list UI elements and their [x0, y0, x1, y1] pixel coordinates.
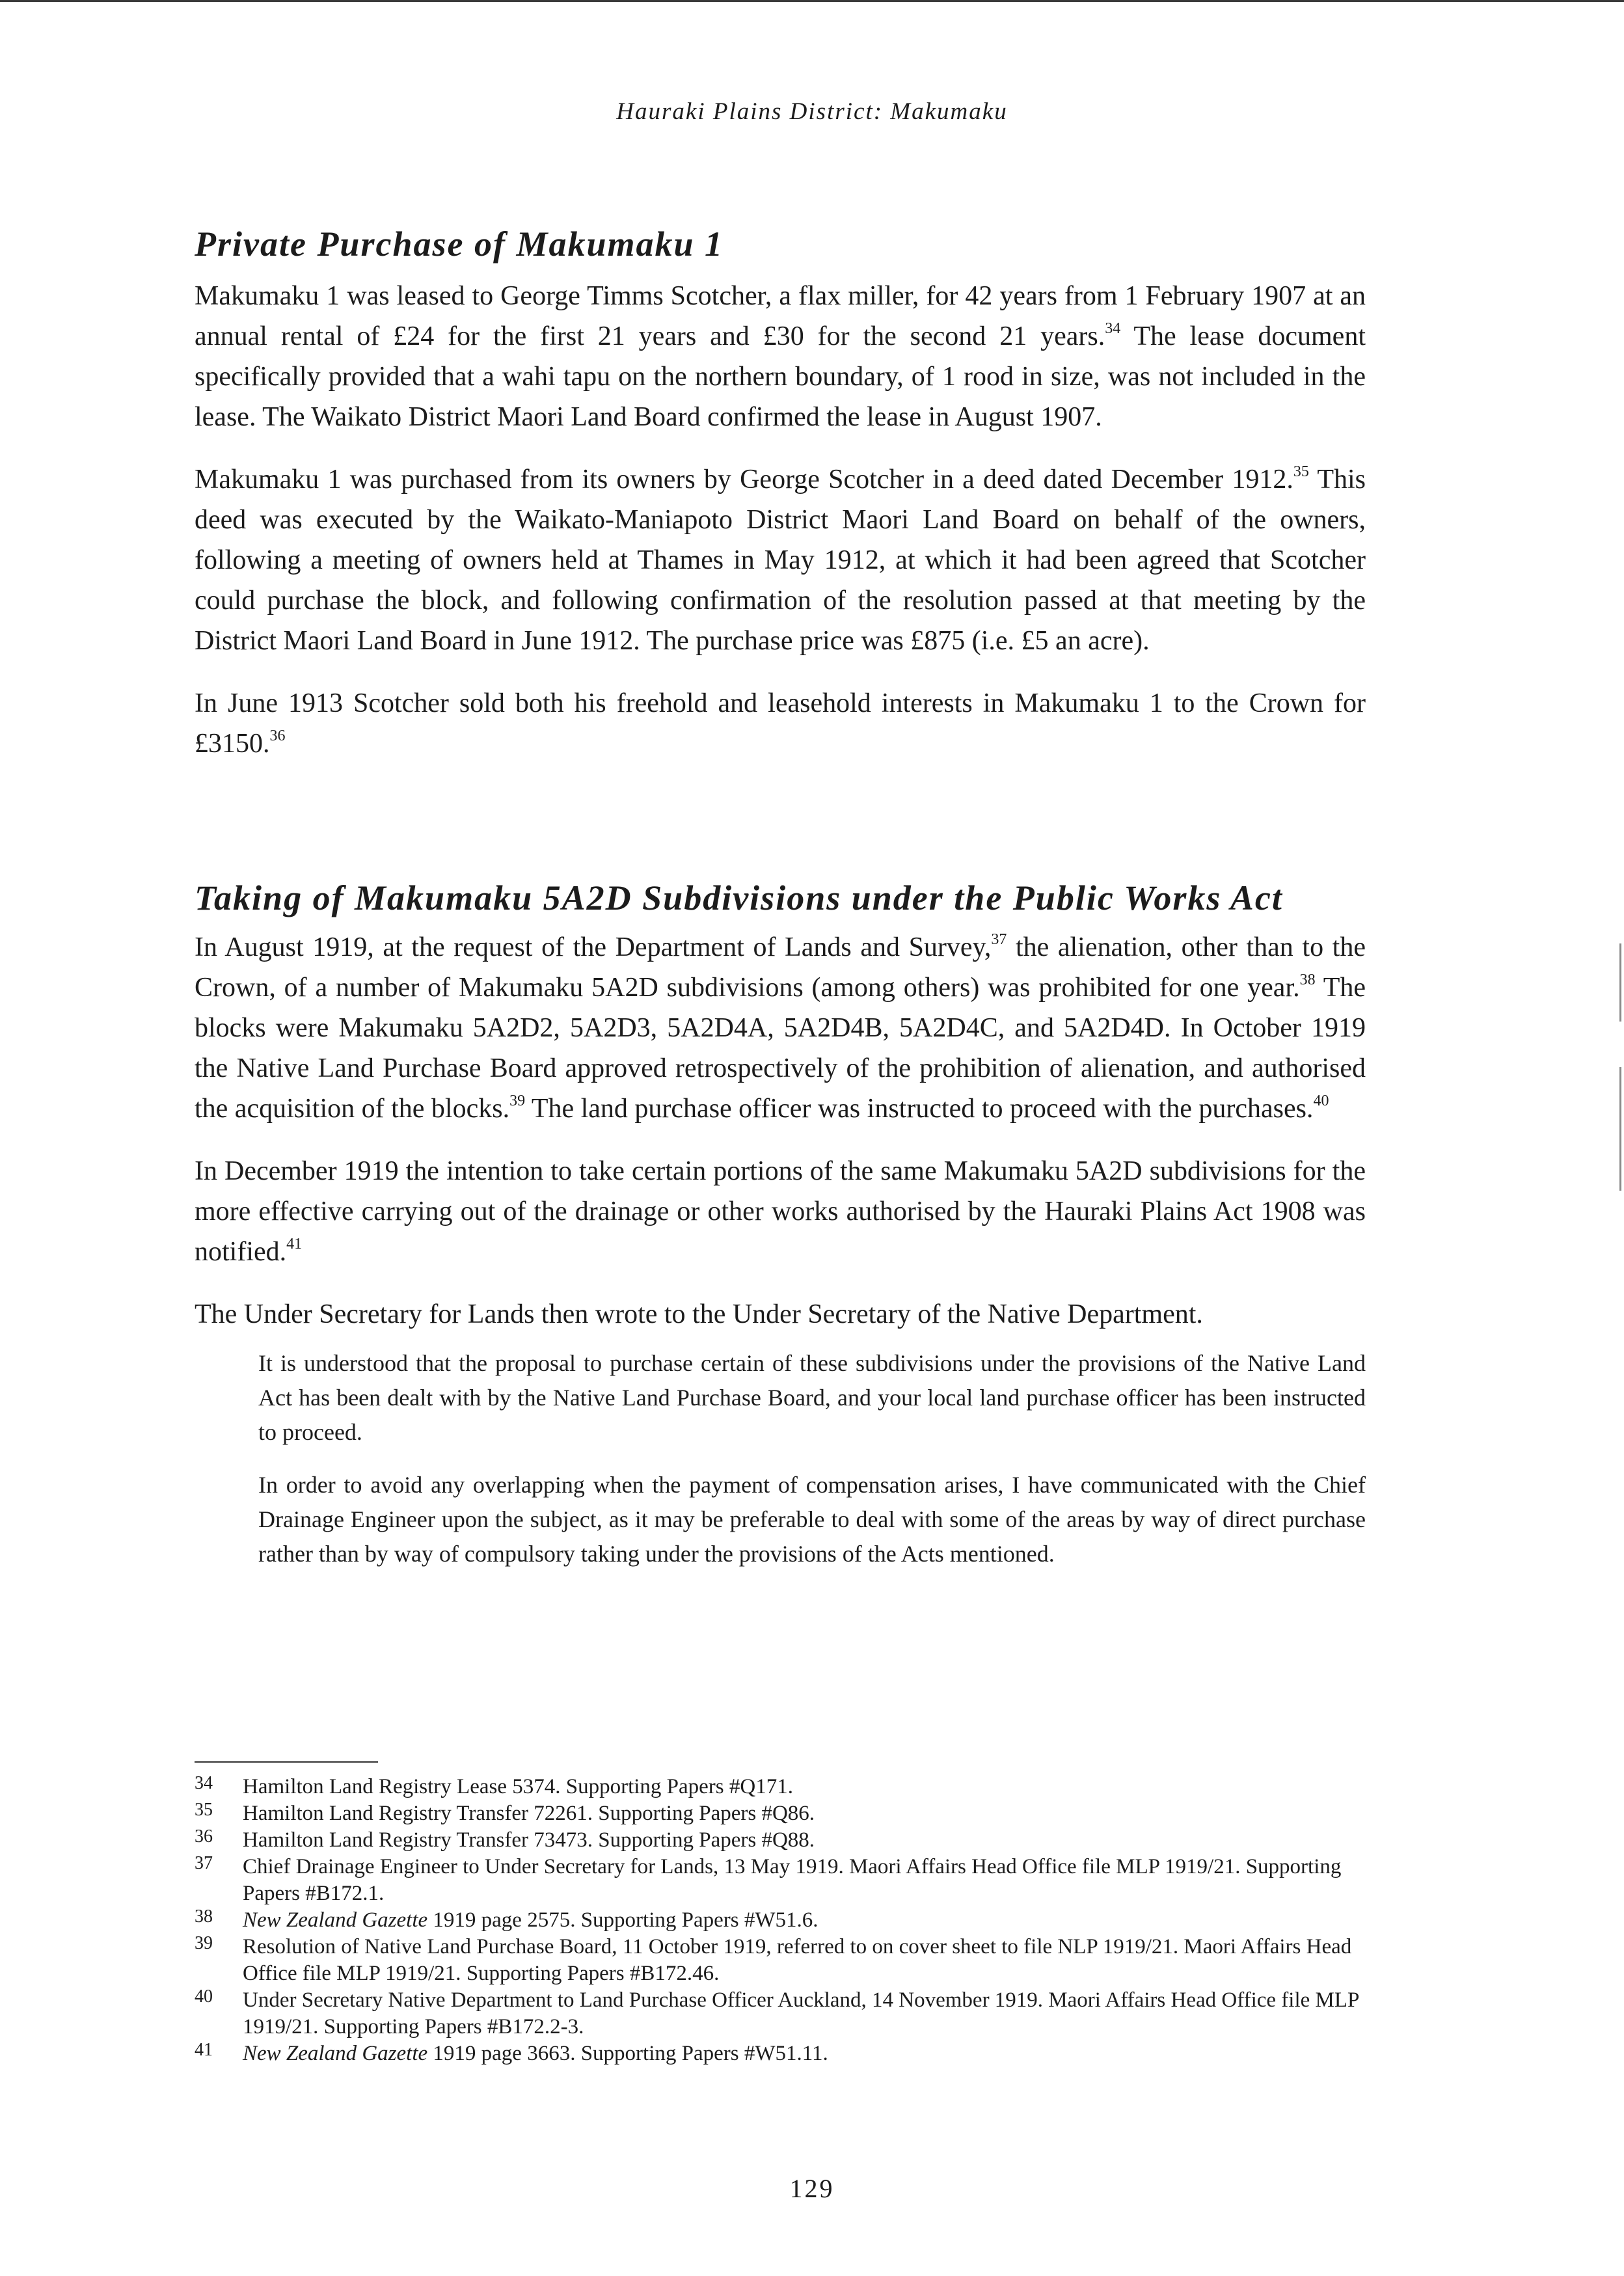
footnote-ref[interactable]: 40 — [1313, 1092, 1329, 1109]
block-quote — [258, 1346, 1366, 1571]
scan-margin-mark — [1619, 1067, 1621, 1191]
footnote-text: Hamilton Land Registry Lease 5374. Supporting Papers #Q171. — [243, 1775, 793, 1798]
paragraph: Makumaku 1 was purchased from its owners by George Scotcher in a deed dated December 1912.35 This deed was executed by the Waikato-Maniapoto District Maori Land Board on behalf of the owners, following a meeting of owners held at Thames in May 1912, at which it had been agreed that Scotcher could purchase the block, and following confirmation of the resolution passed at that meeting by the District Maori Land Board in June 1912. The purchase price was £875 (i.e. £5 an acre). — [195, 463, 1366, 656]
paragraph: Makumaku 1 was leased to George Timms Scotcher, a flax miller, for 42 years from 1 February 1907 at an annual rental of £24 for the first 21 years and £30 for the second 21 years.$^{34}$ The lease document specifically provided that a wahi tapu on the northern boundary, of 1 rood in size, was not included in the lease. The Waikato District Maori Land Board confirmed the lease in August 1907. — [195, 281, 1366, 432]
paragraph: In August 1919, at the request of the Department of Lands and Survey,$^{37}$ the alienation, other than to the Crown, of a number of Makumaku 5A2D subdivisions (among others) was prohibited for one year.$^{38}$ The blocks were Makumaku 5A2D2, 5A2D3, 5A2D4A, 5A2D4B, 5A2D4C, and 5A2D4D. In October 1919 the Native Land Purchase Board approved retrospectively of the prohibition of alienation, and authorised the acquisition of the blocks.$^{39}$ The land purchase officer was instructed to proceed with the purchases.$^{40}$ — [195, 931, 1366, 1124]
section-heading: Taking of Makumaku 5A2D Subdivisions under the Public Works Act — [195, 878, 1283, 917]
paragraph: In December 1919 the intention to take certain portions of the same Makumaku 5A2D subdivisions for the more effective carrying out of the drainage or other works authorised by the Hauraki Plains Act 1908 was notified.$^{41}$ — [195, 1156, 1366, 1267]
footnote-ref[interactable]: 41 — [286, 1236, 303, 1253]
quote-paragraph: In order to avoid any overlapping when the payment of compensation arises, I have communicated with the Chief Drainage Engineer upon the subject, as it may be preferable to deal with some of the areas by way of direct purchase rather than by way of compulsory taking under the provisions of the Acts mentioned. — [258, 1472, 1366, 1567]
paragraph: The Under Secretary for Lands then wrote to the Under Secretary of the Native Department. — [195, 1299, 1203, 1329]
footnote-text: Hamilton Land Registry Transfer 72261. Supporting Papers #Q86. — [243, 1802, 815, 1825]
footnote-text: Hamilton Land Registry Transfer 73473. Supporting Papers #Q88. — [243, 1828, 815, 1852]
footnote-number: 35 — [195, 1800, 213, 1820]
footnote-ref[interactable]: 36 — [269, 727, 286, 744]
footnote — [195, 1854, 1366, 1907]
footnote-number: 34 — [195, 1773, 213, 1793]
footnote-ref[interactable]: 35 — [1293, 463, 1309, 480]
footnote-text: Chief Drainage Engineer to Under Secretary for Lands, 13 May 1919. Maori Affairs Head Office file MLP 1919/21. Supporting Papers #B172.1. — [243, 1855, 1342, 1905]
footnote-ref[interactable]: 39 — [509, 1092, 526, 1109]
footnote-number: 41 — [195, 2040, 213, 2060]
footnote-number: 36 — [195, 1826, 213, 1847]
footnote — [195, 1934, 1366, 1987]
footnote-rule — [195, 1761, 378, 1763]
footnote-ref[interactable]: 34 — [1105, 320, 1121, 337]
section-public-works — [195, 875, 1366, 1590]
footnote-number: 40 — [195, 1986, 213, 2007]
footnote-text: New Zealand Gazette 1919 page 3663. Supporting Papers #W51.11. — [243, 2042, 828, 2065]
footnote — [195, 1987, 1366, 2040]
footnote-ref[interactable]: 38 — [1299, 971, 1316, 988]
section-heading: Private Purchase of Makumaku 1 — [195, 224, 724, 264]
footnote-text: Under Secretary Native Department to Land Purchase Officer Auckland, 14 November 1919. Maori Affairs Head Office file MLP 1919/21. Supporting Papers #B172.2-3. — [243, 1988, 1359, 2039]
footnote — [195, 2040, 1366, 2067]
footnote — [195, 1800, 1366, 1827]
footnote — [195, 1774, 1366, 1800]
scan-margin-mark — [1619, 943, 1621, 1022]
footnote-ref[interactable]: 37 — [991, 931, 1007, 948]
running-head: Hauraki Plains District: Makumaku — [616, 98, 1008, 125]
footnote-text: New Zealand Gazette 1919 page 2575. Supporting Papers #W51.6. — [243, 1908, 819, 1932]
footnote-text: Resolution of Native Land Purchase Board, 11 October 1919, referred to on cover sheet to file NLP 1919/21. Maori Affairs Head Office file MLP 1919/21. Supporting Papers #B172.46. — [243, 1935, 1352, 1985]
footnote-number: 37 — [195, 1853, 213, 1873]
footnotes — [195, 1774, 1366, 2067]
gazette-title: New Zealand Gazette — [243, 1908, 428, 1932]
section-private-purchase — [195, 221, 1366, 786]
footnote-number: 39 — [195, 1933, 213, 1953]
footnote — [195, 1907, 1366, 1934]
footnote-number: 38 — [195, 1906, 213, 1927]
page-number: 129 — [789, 2174, 835, 2203]
footnote — [195, 1827, 1366, 1854]
quote-paragraph: It is understood that the proposal to purchase certain of these subdivisions under the provisions of the Native Land Act has been dealt with by the Native Land Purchase Board, and your local land purchase officer has been instructed to proceed. — [258, 1350, 1366, 1445]
gazette-title: New Zealand Gazette — [243, 2042, 428, 2065]
paragraph: In June 1913 Scotcher sold both his freehold and leasehold interests in Makumaku 1 to the Crown for £3150.36 — [195, 688, 1366, 759]
top-border-line — [0, 0, 1624, 2]
